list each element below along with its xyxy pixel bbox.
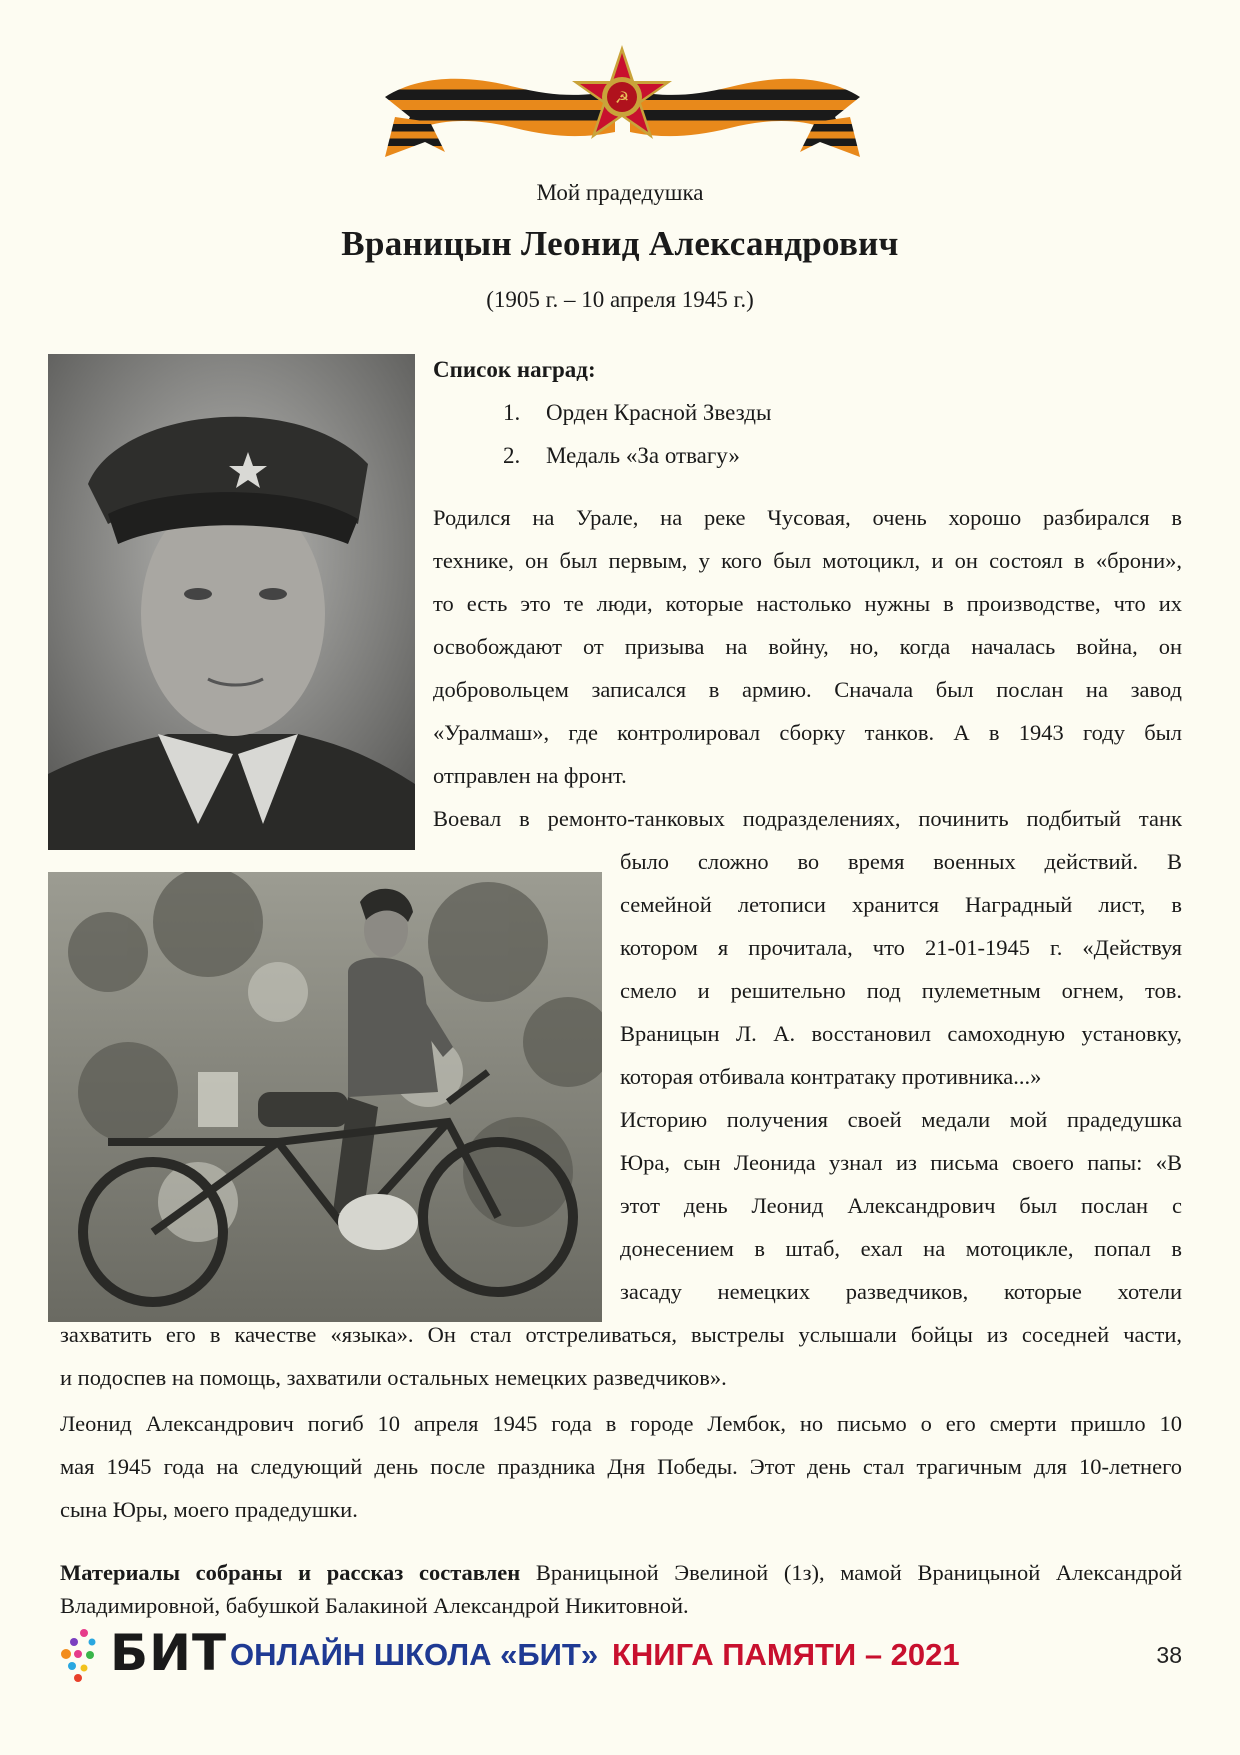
materials-credit bbox=[60, 1556, 1182, 1622]
svg-text:☭: ☭ bbox=[614, 88, 630, 107]
school-name: ОНЛАЙН ШКОЛА «БИТ» bbox=[230, 1637, 599, 1672]
award-number: 2. bbox=[503, 443, 521, 468]
body-line: мая 1945 года на следующий день после праздника Дня Победы. Этот день стал трагичным для 10-летнего bbox=[60, 1454, 1182, 1479]
body-line: донесением в штаб, ехал на мотоцикле, попал в bbox=[620, 1236, 1182, 1261]
footer bbox=[60, 1620, 1182, 1690]
award-number: 1. bbox=[503, 400, 521, 425]
body-line: Враницын Л. А. восстановил самоходную установку, bbox=[620, 1021, 1182, 1046]
body-line: захватить его в качестве «языка». Он стал отстреливаться, выстрелы услышали бойцы из соседней части, bbox=[60, 1322, 1182, 1347]
body-line: котором я прочитала, что 21-01-1945 г. «Действуя bbox=[620, 935, 1182, 960]
person-name: Враницын Леонид Александрович bbox=[341, 224, 899, 263]
body-line: семейной летописи хранится Наградный лист, в bbox=[620, 892, 1182, 917]
materials-credit-text: Враницыной Эвелиной (1з), мамой Враницыной Александрой Владимировной, бабушкой Балакиной Александрой Никитовной. bbox=[60, 1560, 1182, 1618]
body-line: Историю получения своей медали мой прадедушка bbox=[620, 1107, 1182, 1132]
body-line: смело и решительно под пулеметным огнем, тов. bbox=[620, 978, 1182, 1003]
body-line: Родился на Урале, на реке Чусовая, очень хорошо разбирался в bbox=[433, 505, 1182, 530]
body-line: отправлен на фронт. bbox=[433, 763, 627, 788]
body-line: Юра, сын Леонида узнал из письма своего папы: «В bbox=[620, 1150, 1182, 1175]
body-line: и подоспев на помощь, захватили остальных немецких разведчиков». bbox=[60, 1365, 727, 1390]
bit-logo-text: БИТ bbox=[110, 1624, 228, 1682]
motorcycle-photo bbox=[48, 872, 602, 1322]
body-line: Леонид Александрович погиб 10 апреля 1945 года в городе Лембок, но письмо о его смерти пришло 10 bbox=[60, 1411, 1182, 1436]
materials-credit-bold: Материалы собраны и рассказ составлен bbox=[60, 1560, 521, 1585]
body-line: «Уралмаш», где контролировал сборку танков. А в 1943 году был bbox=[433, 720, 1182, 745]
body-line: этот день Леонид Александрович был послан с bbox=[620, 1193, 1182, 1218]
award-text: Орден Красной Звезды bbox=[546, 400, 772, 425]
body-line: технике, он был первым, у кого был мотоцикл, и он состоял в «брони», bbox=[433, 548, 1182, 573]
body-line: добровольцем записался в армию. Сначала был послан на завод bbox=[433, 677, 1182, 702]
award-text: Медаль «За отвагу» bbox=[546, 443, 740, 468]
portrait-photo bbox=[48, 354, 415, 850]
life-dates: (1905 г. – 10 апреля 1945 г.) bbox=[486, 287, 754, 312]
body-line: освобождают от призыва на войну, но, когда началась война, он bbox=[433, 634, 1182, 659]
book-title: КНИГА ПАМЯТИ – 2021 bbox=[612, 1637, 960, 1672]
subtitle: Мой прадедушка bbox=[536, 180, 704, 205]
body-line: сына Юры, моего прадедушки. bbox=[60, 1497, 358, 1522]
awards-heading: Список наград: bbox=[433, 357, 596, 382]
body-line: засаду немецких разведчиков, которые хотели bbox=[620, 1279, 1182, 1304]
bit-logo-dots-icon bbox=[60, 1628, 108, 1684]
st-george-ribbon-emblem bbox=[385, 42, 860, 162]
body-line: Воевал в ремонто-танковых подразделениях, починить подбитый танк bbox=[433, 806, 1182, 831]
body-line: которая отбивала контратаку противника...» bbox=[620, 1064, 1042, 1089]
body-line: то есть это те люди, которые настолько нужны в производстве, что их bbox=[433, 591, 1182, 616]
body-line: было сложно во время военных действий. В bbox=[620, 849, 1182, 874]
page-number: 38 bbox=[1156, 1642, 1182, 1668]
